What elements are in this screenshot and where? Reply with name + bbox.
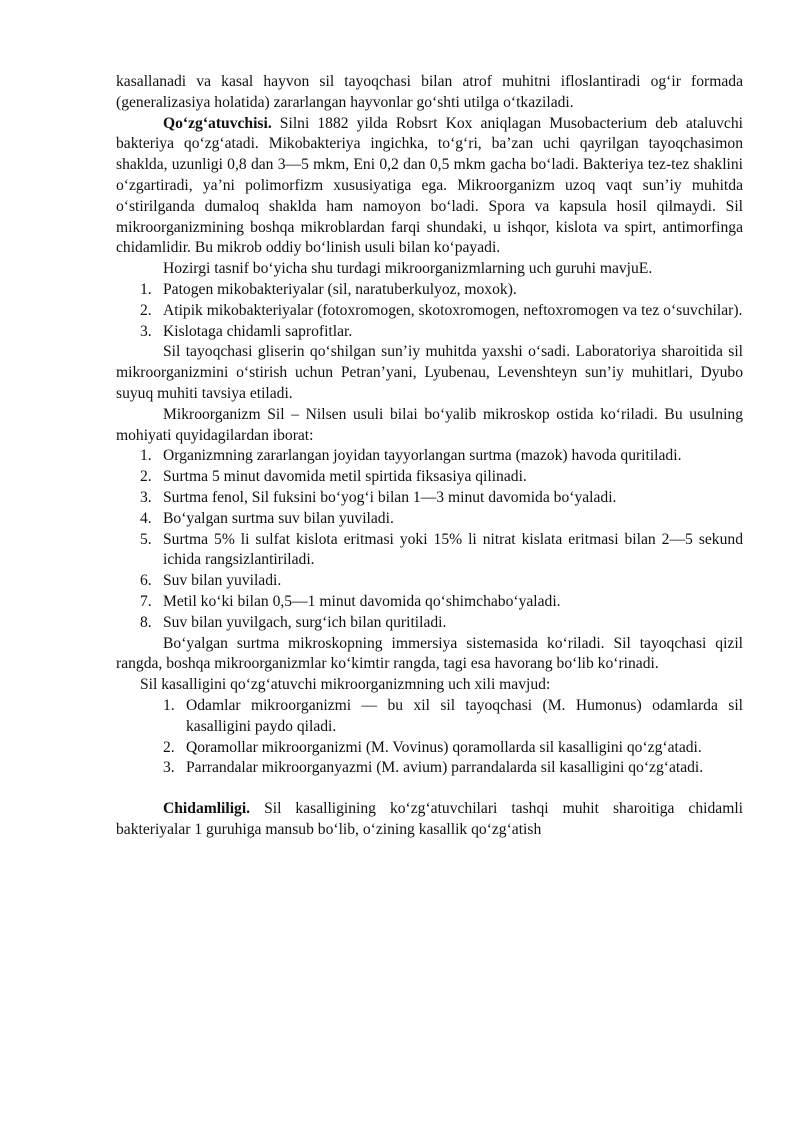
list-item: 3. Surtma fenol, Sil fuksini bo‘yog‘i bilan 1—3 minut davomida bo‘yaladi. xyxy=(140,488,617,506)
list-item: 4. Bo‘yalgan surtma suv bilan yuviladi. xyxy=(140,509,394,527)
list-item: 3. Parrandalar mikroorganyazmi (M. avium) parrandalarda sil kasalligini qo‘zg‘atadi. xyxy=(163,759,704,777)
agent-heading: Qo‘zg‘atuvchisi. xyxy=(163,114,272,132)
list-item: 8. Suv bilan yuvilgach, surg‘ich bilan quritiladi. xyxy=(140,613,447,631)
list-item: 1. Odamlar mikroorganizmi — bu xil sil tayoqchasi (M. Humonus) odamlarda sil kasalligini paydo qiladi. xyxy=(163,696,743,735)
list-item: 6. Suv bilan yuviladi. xyxy=(140,572,282,590)
spacer xyxy=(116,779,743,799)
list-item: 2. Atipik mikobakteriyalar (fotoxromogen, skotoxromogen, neftoxromogen va tez o‘suvchilar). xyxy=(140,301,743,319)
resistance-text: Sil kasalligining ko‘zg‘atuvchilari tashqi muhit sharoitiga chidamli bakteriyalar 1 guruhiga mansub bo‘lib, o‘zining kasallik qo‘zg‘atish xyxy=(116,800,743,838)
list-item: 2. Qoramollar mikroorganizmi (M. Vovinus) qoramollarda sil kasalligini qo‘zg‘atadi. xyxy=(163,738,702,756)
list-item: 5. Surtma 5% li sulfat kislota eritmasi yoki 15% li nitrat kislata eritmasi bilan 2—5 sekund ichida rangsizlantiriladi. xyxy=(140,530,743,569)
list-item: 7. Metil ko‘ki bilan 0,5—1 minut davomida qo‘shimchabo‘yaladi. xyxy=(140,592,561,610)
agent-text: Silni 1882 yilda Robsrt Kox aniqlagan Musobacterium deb ataluvchi bakteriya qo‘zg‘atadi. Mikobakteriya ingichka, to‘g‘ri, ba’zan uchi qayrilgan tayoqchasimon shaklda, uzunligi 0,8 dan 3—5 mkm, Eni 0,2 dan 0,5 mkm gacha bo‘ladi. Bakteriya tez-tez shaklini o‘zgartiradi, ya’ni polimorfizm xususiyatiga ega. Mikroorganizm uzoq vaqt sun’iy muhitda o‘stirilganda dumaloq shaklda ham namoyon bo‘ladi. Spora va kapsula hosil qilmaydi. Sil mikroorganizmining boshqa mikroblardan farqi shundaki, u ishqor, kislota va spirt, antimorfinga chidamlidir. Bu mikrob oddiy bo‘linish usuli bilan ko‘payadi. xyxy=(116,114,743,257)
steps-list xyxy=(116,446,743,633)
culture-paragraph: Sil tayoqchasi gliserin qo‘shilgan sun’iy muhitda yaxshi o‘sadi. Laboratoriya sharoitida sil mikroorganizmini o‘stirish uchun Petran’yani, Lyubenau, Levenshteyn sun’iy muhitlari, Dyubo suyuq muhiti tavsiya etiladi. xyxy=(116,343,743,402)
intro-paragraph: kasallanadi va kasal hayvon sil tayoqchasi bilan atrof muhitni ifloslantiradi og‘ir formada (generalizasiya holatida) zararlangan hayvonlar go‘shti utilga o‘tkaziladi. xyxy=(116,73,743,111)
resistance-heading: Chidamliligi. xyxy=(163,800,251,818)
list-item: 1. Organizmning zararlangan joyidan tayyorlangan surtma (mazok) havoda quritiladi. xyxy=(140,447,682,465)
list-item: 1. Patogen mikobakteriyalar (sil, naratuberkulyoz, moxok). xyxy=(140,280,517,298)
groups-list xyxy=(116,280,743,342)
types-list xyxy=(116,696,743,779)
types-paragraph: Sil kasalligini qo‘zg‘atuvchi mikroorganizmning uch xili mavjud: xyxy=(140,676,551,694)
list-item: 3. Kislotaga chidamli saprofitlar. xyxy=(140,322,353,340)
method-paragraph: Mikroorganizm Sil – Nilsen usuli bilai bo‘yalib mikroskop ostida ko‘riladi. Bu usulning mohiyati quyidagilardan iborat: xyxy=(116,405,743,444)
result-paragraph: Bo‘yalgan surtma mikroskopning immersiya sistemasida ko‘riladi. Sil tayoqchasi qizil rangda, boshqa mikroorganizmlar ko‘kimtir rangda, tagi esa havorang bo‘lib ko‘rinadi. xyxy=(116,634,743,673)
resistance-paragraph xyxy=(116,799,743,841)
document-page xyxy=(116,72,743,841)
agent-paragraph xyxy=(116,114,743,260)
list-item: 2. Surtma 5 minut davomida metil spirtida fiksasiya qilinadi. xyxy=(140,468,527,486)
classification-paragraph: Hozirgi tasnif bo‘yicha shu turdagi mikroorganizmlarning uch guruhi mavjuE. xyxy=(163,260,653,278)
